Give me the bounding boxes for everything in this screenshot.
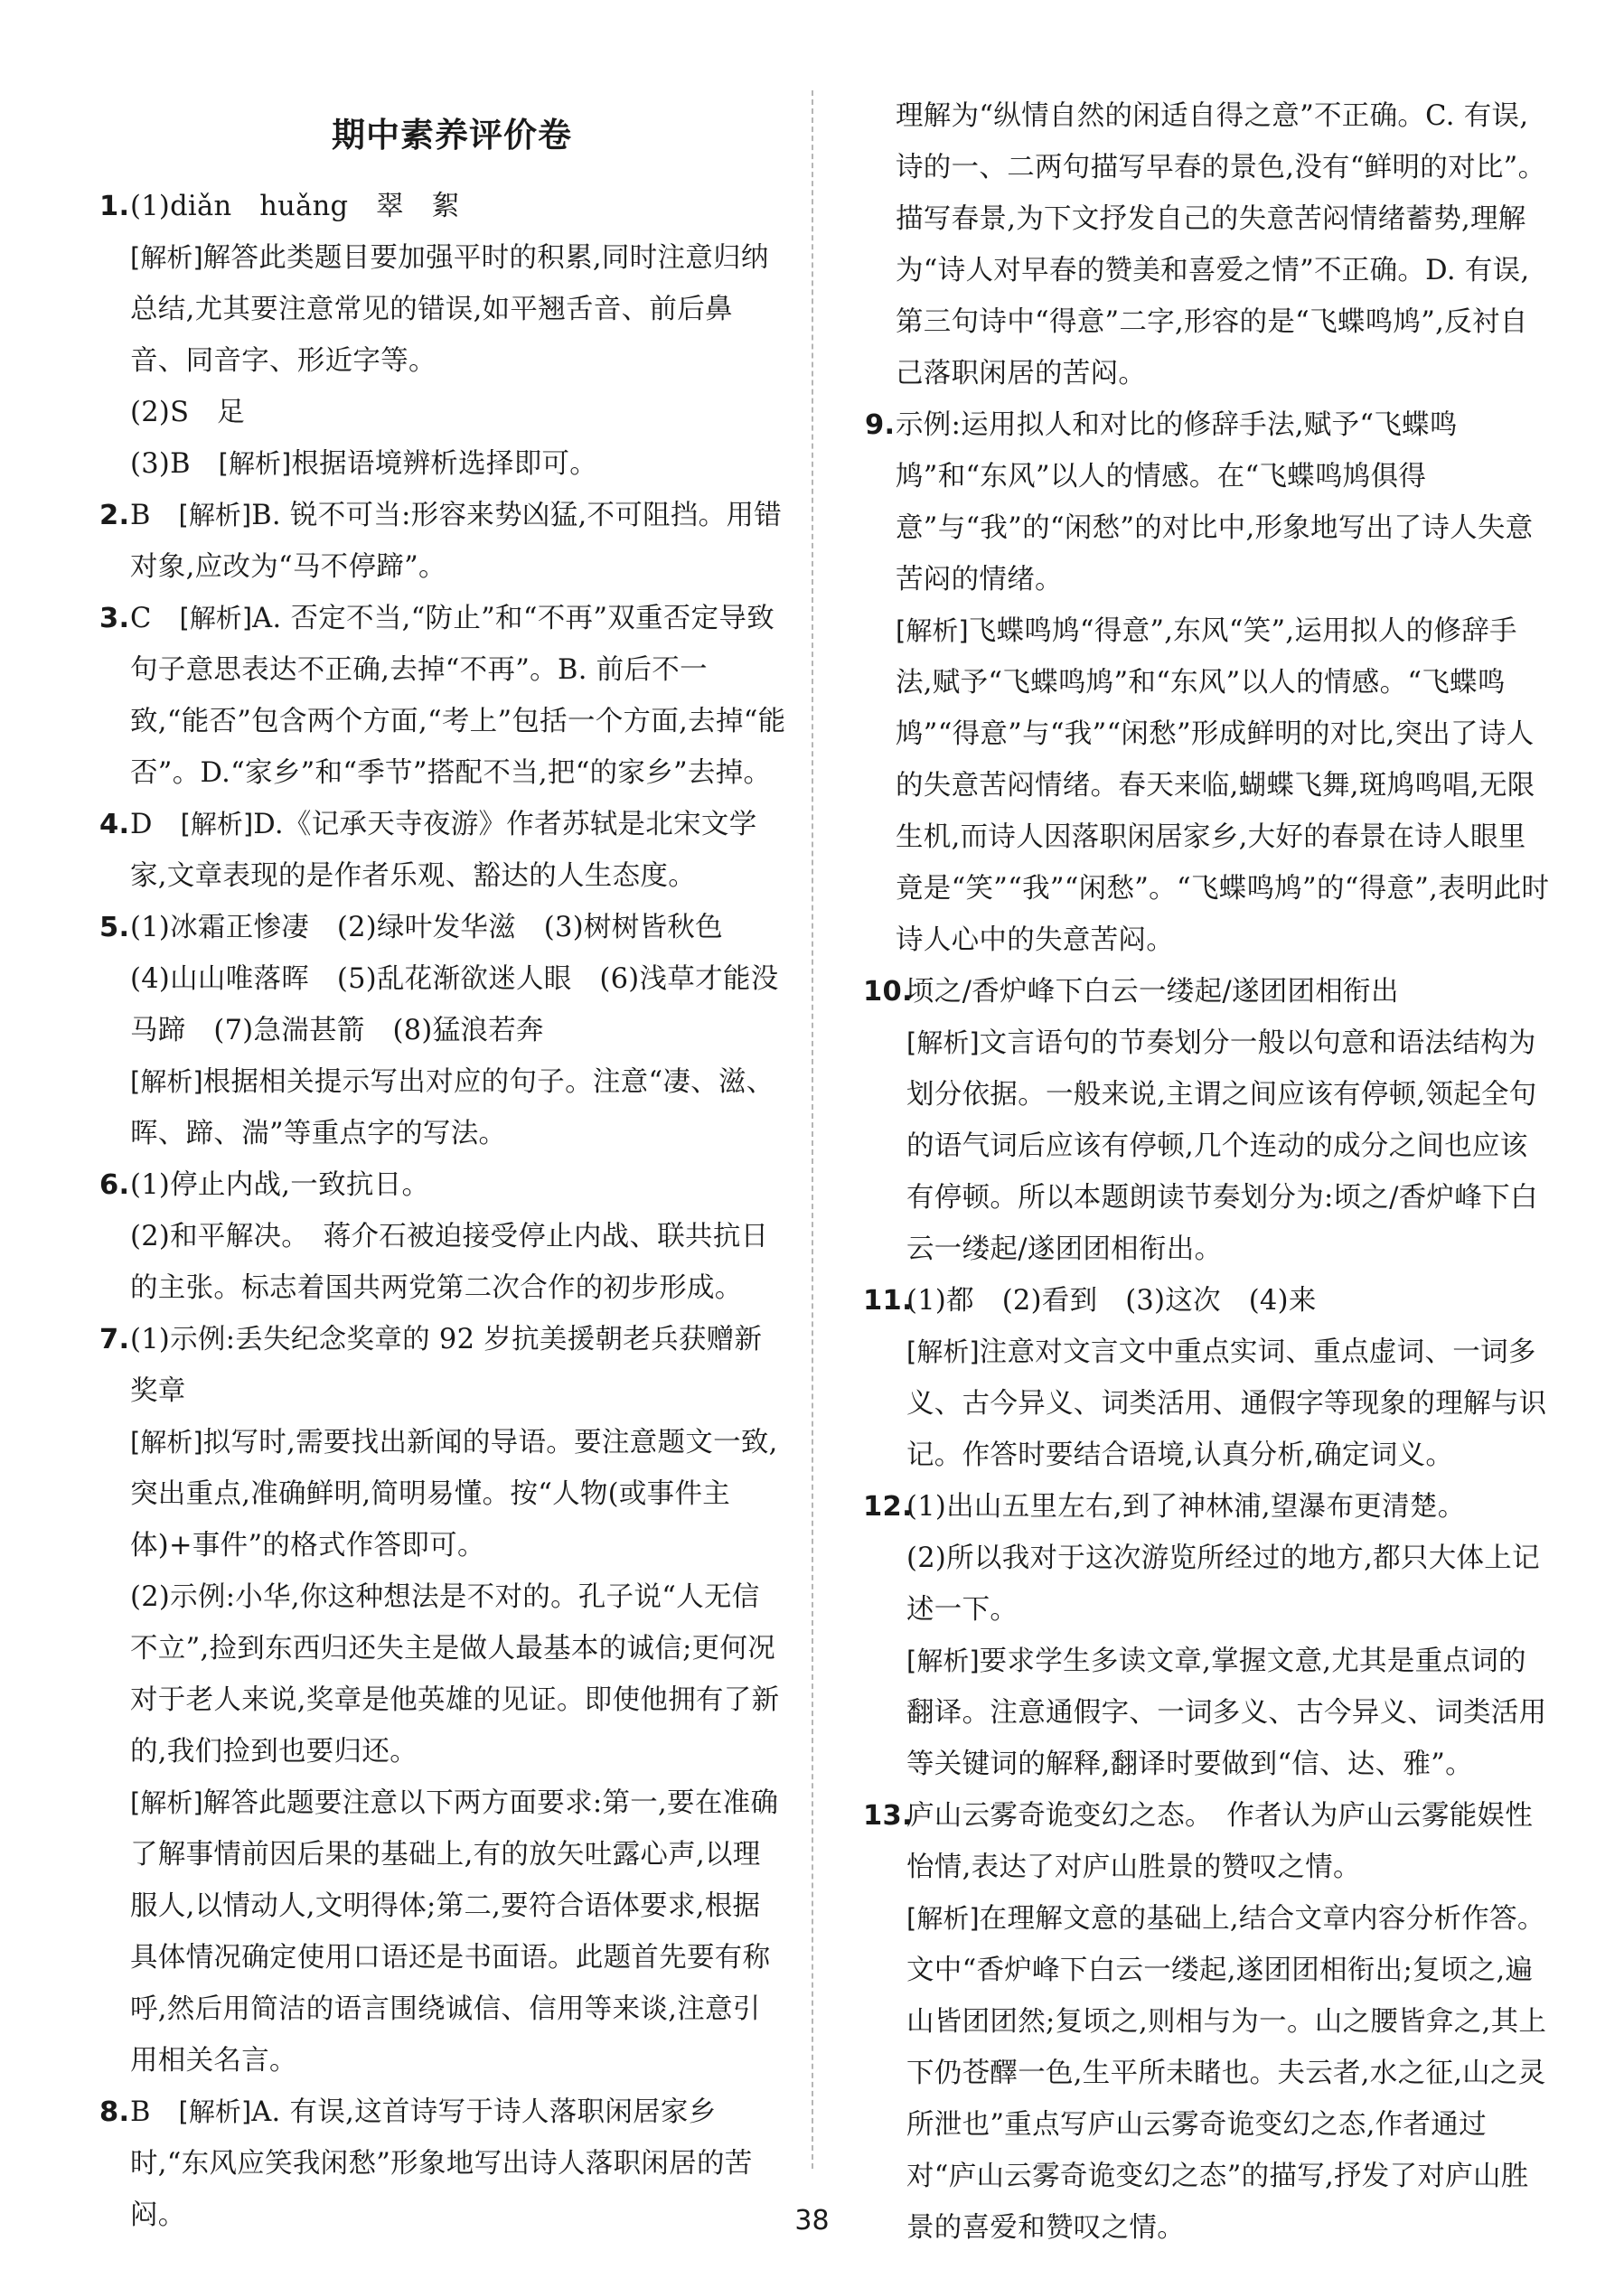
- item-number: 6.: [99, 1169, 130, 1201]
- item-number: 7.: [99, 1324, 130, 1355]
- analysis-text: 理解为“纵情自然的闲适自得之意”不正确。C. 有误,诗的一、二两句描写早春的景色,没有“鲜明的对比”。描写春景,为下文抒发自己的失意苦闷情绪蓄势,理解为“诗人对早春的赞美和喜爱之情”不正确。D. 有误,第三句诗中“得意”二字,形容的是“飞蝶鸣鸠”,反衬自己落职闲居的苦闷。: [896, 100, 1546, 389]
- answer-text: B [ 解析 ] B. 锐不可当:形容来势凶猛,不可阻挡。用错对象,应改为“马不停蹄”。: [130, 490, 786, 593]
- answer-item-8-continued: [865, 90, 1552, 399]
- item-number: 1.: [99, 191, 130, 222]
- analysis: [906, 1636, 1552, 1790]
- analysis: [130, 232, 786, 387]
- analysis-text: 飞蝶鸣鸠“得意”,东风“笑”,运用拟人的修辞手法,赋予“飞蝶鸣鸠”和“东风”以人的情感。“飞蝶鸣鸠”“得意”与“我”“闲愁”形成鲜明的对比,突出了诗人的失意苦闷情绪。春天来临,蝴蝶飞舞,斑鸠鸣唱,无限生机,而诗人因落职闲居家乡,大好的春景在诗人眼里竟是“笑”“我”“闲愁”。“飞蝶鸣鸠”的“得意”,表明此时诗人心中的失意苦闷。: [896, 615, 1550, 956]
- answer-item-1: [99, 181, 786, 490]
- item-number: 4.: [99, 809, 130, 840]
- analysis-tag: [ 解析 ]: [906, 1903, 980, 1934]
- analysis: [130, 1417, 786, 1571]
- item-number: 2.: [99, 500, 130, 531]
- analysis-text: B. 锐不可当:形容来势凶猛,不可阻挡。用错对象,应改为“马不停蹄”。: [130, 500, 783, 583]
- analysis-tag: [ 解析 ]: [130, 1427, 203, 1458]
- analysis-text: A. 有误,这首诗写于诗人落职闲居家乡时,“东风应笑我闲愁”形象地写出诗人落职闲居的苦闷。: [130, 2096, 753, 2231]
- analysis-tag: [ 解析 ]: [179, 2096, 252, 2127]
- answer-text: (1)都 (2)看到 (3)这次 (4)来: [906, 1285, 1317, 1317]
- analysis-tag: [ 解析 ]: [181, 809, 254, 839]
- analysis-tag: [ 解析 ]: [130, 1066, 203, 1097]
- answer-item-12: [865, 1481, 1552, 1790]
- item-number: 5.: [99, 912, 130, 943]
- item-number: 3.: [99, 603, 130, 634]
- analysis: [906, 1893, 1552, 2254]
- answer-text: (1)示例:丢失纪念奖章的 92 岁抗美援朝老兵获赠新奖章: [130, 1324, 763, 1407]
- page-number: 38: [794, 2205, 830, 2236]
- analysis-text: 根据语境辨析选择即可。: [291, 448, 598, 480]
- analysis-text: 注意对文言文中重点实词、重点虚词、一词多义、古今异义、词类活用、通假字等现象的理解与识记。作答时要结合语境,认真分析,确定词义。: [906, 1336, 1547, 1471]
- answer-item-11: [865, 1275, 1552, 1481]
- answer-text: (2)所以我对于这次游览所经过的地方,都只大体上记述一下。: [906, 1543, 1540, 1626]
- analysis-tag: [ 解析 ]: [906, 1027, 980, 1058]
- answer-item-7: [99, 1314, 786, 2086]
- analysis-text: 文言语句的节奏划分一般以句意和语法结构为划分依据。一般来说,主谓之间应该有停顿,领起全句的语气词后应该有停顿,几个连动的成分之间也应该有停顿。所以本题朗读节奏划分为:顷之/香炉峰下白云一缕起/遂团团相衔出。: [906, 1027, 1538, 1265]
- answer-text: (2)和平解决。 蒋介石被迫接受停止内战、联共抗日的主张。标志着国共两党第二次合作的初步形成。: [130, 1221, 769, 1304]
- answer-item-5: [99, 902, 786, 1159]
- analysis-tag: [ 解析 ]: [906, 1336, 980, 1367]
- answer-item-6: [99, 1159, 786, 1314]
- item-number: 9.: [865, 409, 896, 441]
- answer-item-13: [865, 1790, 1552, 2254]
- analysis-tag: [ 解析 ]: [130, 1787, 203, 1818]
- analysis-tag: [ 解析 ]: [179, 603, 252, 633]
- analysis-text: A. 否定不当,“防止”和“不再”双重否定导致句子意思表达不正确,去掉“不再”。B. 前后不一致,“能否”包含两个方面,“考上”包括一个方面,去掉“能否”。D.“家乡”和“季节”搭配不当,把“的家乡”去掉。: [130, 603, 786, 789]
- analysis-tag: [ 解析 ]: [130, 242, 203, 273]
- right-column: [865, 90, 1552, 2254]
- analysis-tag: [ 解析 ]: [179, 500, 252, 530]
- page-title: 期中素养评价卷: [332, 116, 572, 155]
- answer-text: D [ 解析 ] D.《记承天寺夜游》作者苏轼是北宋文学家,文章表现的是作者乐观、豁达的人生态度。: [130, 799, 786, 902]
- answer-text: (1)diǎn huǎng 翠 絮: [130, 191, 460, 222]
- answer-item-10: [865, 966, 1552, 1275]
- analysis: [906, 1017, 1552, 1275]
- item-number: 8.: [99, 2096, 130, 2128]
- answer-text: B [ 解析 ] A. 有误,这首诗写于诗人落职闲居家乡时,“东风应笑我闲愁”形象地写出诗人落职闲居的苦闷。: [130, 2086, 786, 2241]
- item-number: 12.: [863, 1491, 913, 1523]
- answer-item-3: [99, 593, 786, 799]
- answer-text: (3)B [ 解析 ] 根据语境辨析选择即可。: [130, 438, 786, 490]
- analysis-text: 解答此题要注意以下两方面要求:第一,要在准确了解事情前因后果的基础上,有的放矢吐露心声,以理服人,以情动人,文明得体;第二,要符合语体要求,根据具体情况确定使用口语还是书面语。此题首先要有称呼,然后用简洁的语言围绕诚信、信用等来谈,注意引用相关名言。: [130, 1787, 779, 2077]
- answer-text: (1)冰霜正惨凄 (2)绿叶发华滋 (3)树树皆秋色 (4)山山唯落晖 (5)乱花渐欲迷人眼 (6)浅草才能没马蹄 (7)急湍甚箭 (8)猛浪若奔: [130, 912, 779, 1046]
- left-column: [99, 90, 786, 2241]
- analysis: [906, 1327, 1552, 1481]
- analysis-tag: [ 解析 ]: [906, 1646, 980, 1676]
- answer-text: 庐山云雾奇诡变幻之态。 作者认为庐山云雾能娱性怡情,表达了对庐山胜景的赞叹之情。: [906, 1800, 1534, 1883]
- analysis-tag: [ 解析 ]: [896, 615, 969, 646]
- analysis-text: 在理解文意的基础上,结合文章内容分析作答。文中“香炉峰下白云一缕起,遂团团相衔出;复顷之,遍山皆团团然;复顷之,则相与为一。山之腰皆弇之,其上下仍苍醳一色,生平所未睹也。夫云者,水之征,山之灵所泄也”重点写庐山云雾奇诡变幻之态,作者通过对“庐山云雾奇诡变幻之态”的描写,抒发了对庐山胜景的喜爱和赞叹之情。: [906, 1903, 1547, 2244]
- analysis-text: 拟写时,需要找出新闻的导语。要注意题文一致,突出重点,准确鲜明,简明易懂。按“人物(或事件主体)+事件”的格式作答即可。: [130, 1427, 778, 1561]
- answer-text: (2)示例:小华,你这种想法是不对的。孔子说“人无信不立”,捡到东西归还失主是做人最基本的诚信;更何况对于老人来说,奖章是他英雄的见证。即使他拥有了新的,我们捡到也要归还。: [130, 1581, 780, 1768]
- analysis: [130, 1056, 786, 1159]
- answer-text: (2)S 足: [130, 397, 245, 428]
- analysis-text: 要求学生多读文章,掌握文意,尤其是重点词的翻译。注意通假字、一词多义、古今异义、词类活用等关键词的解释,翻译时要做到“信、达、雅”。: [906, 1646, 1547, 1780]
- answer-text: (1)停止内战,一致抗日。: [130, 1169, 430, 1201]
- answer-text: C [ 解析 ] A. 否定不当,“防止”和“不再”双重否定导致句子意思表达不正确,去掉“不再”。B. 前后不一致,“能否”包含两个方面,“考上”包括一个方面,去掉“能否”。D.“家乡”和“季节”搭配不当,把“的家乡”去掉。: [130, 593, 786, 799]
- answer-text: 示例:运用拟人和对比的修辞手法,赋予“飞蝶鸣鸠”和“东风”以人的情感。在“飞蝶鸣鸠俱得意”与“我”的“闲愁”的对比中,形象地写出了诗人失意苦闷的情绪。: [896, 409, 1534, 595]
- analysis-text: 解答此类题目要加强平时的积累,同时注意归纳总结,尤其要注意常见的错误,如平翘舌音、前后鼻音、同音字、形近字等。: [130, 242, 769, 377]
- analysis-text: 根据相关提示写出对应的句子。注意“凄、滋、晖、蹄、湍”等重点字的写法。: [130, 1066, 774, 1149]
- answer-item-4: [99, 799, 786, 902]
- answer-item-9: [865, 399, 1552, 966]
- analysis: [130, 1777, 786, 2086]
- answer-text: 顷之/香炉峰下白云一缕起/遂团团相衔出: [906, 976, 1399, 1008]
- analysis: [896, 605, 1552, 966]
- answer-item-2: [99, 490, 786, 593]
- answer-text: (1)出山五里左右,到了神林浦,望瀑布更清楚。: [906, 1491, 1466, 1523]
- item-number: 13.: [863, 1800, 913, 1832]
- analysis-text: D.《记承天寺夜游》作者苏轼是北宋文学家,文章表现的是作者乐观、豁达的人生态度。: [130, 809, 757, 892]
- item-number: 11.: [863, 1285, 913, 1317]
- item-number: 10.: [863, 976, 913, 1008]
- column-divider: [812, 90, 813, 2169]
- analysis-tag: [ 解析 ]: [219, 448, 292, 479]
